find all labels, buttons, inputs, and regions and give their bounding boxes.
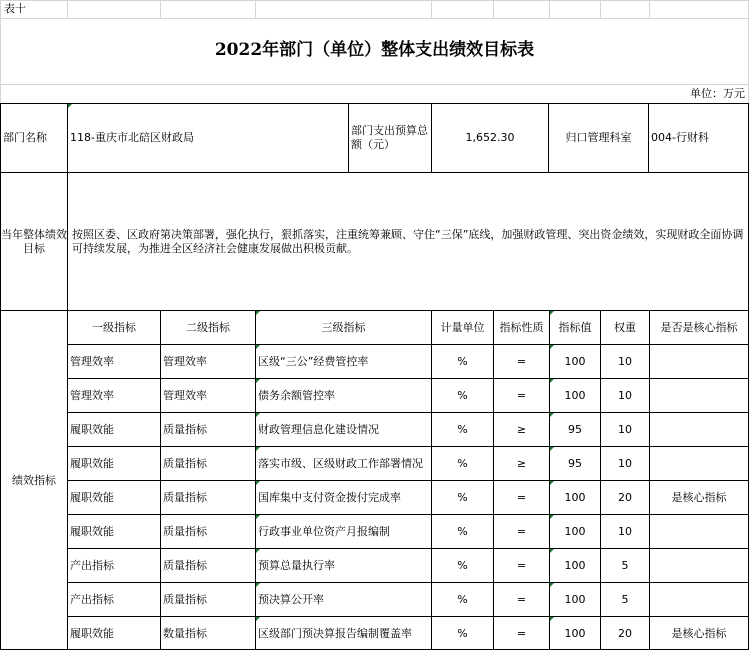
border-line — [549, 310, 550, 650]
table-cell: 预决算公开率 — [258, 592, 324, 606]
table-cell: 产出指标 — [70, 592, 114, 606]
table-cell: 财政管理信息化建设情况 — [258, 422, 379, 436]
table-cell: % — [457, 422, 468, 436]
table-cell: 管理效率 — [70, 388, 114, 402]
border-line — [255, 310, 256, 650]
comment-marker-icon — [550, 345, 554, 349]
budget-label: 部门支出预算总额（元） — [351, 124, 428, 151]
table-cell: 是核心指标 — [671, 490, 727, 504]
table-cell: = — [516, 626, 527, 640]
table-cell: 10 — [618, 388, 632, 402]
comment-marker-icon — [550, 481, 554, 485]
table-cell: 国库集中支付资金拨付完成率 — [258, 490, 401, 504]
table-cell — [650, 413, 748, 446]
table-cell: 数量指标 — [163, 626, 207, 640]
table-cell: 行政事业单位资产月报编制 — [258, 524, 390, 538]
border-line — [67, 310, 68, 650]
comment-marker-icon — [550, 583, 554, 587]
gridline — [600, 0, 601, 18]
border-line — [67, 582, 749, 583]
comment-marker-icon — [550, 549, 554, 553]
indicators-section-label: 绩效指标 — [12, 473, 56, 487]
table-cell: 5 — [621, 558, 629, 572]
comment-marker-icon — [550, 413, 554, 417]
table-cell: 债务余额管控率 — [258, 388, 335, 402]
comment-marker-icon — [68, 104, 72, 108]
table-cell: = — [516, 354, 527, 368]
border-line — [67, 344, 749, 345]
table-cell: 100 — [564, 354, 586, 368]
table-cell: 履职效能 — [70, 490, 114, 504]
table-cell: 100 — [564, 490, 586, 504]
table-cell: % — [457, 388, 468, 402]
table-cell: = — [516, 388, 527, 402]
table-cell: 质量指标 — [163, 490, 207, 504]
table-cell: = — [516, 490, 527, 504]
gridline — [431, 0, 432, 18]
table-cell: 100 — [564, 524, 586, 538]
gridline — [493, 0, 494, 18]
dept-name-value: 118-重庆市北碚区财政局 — [70, 131, 194, 145]
comment-marker-icon — [256, 515, 260, 519]
table-cell: % — [457, 524, 468, 538]
table-cell: = — [516, 524, 527, 538]
comment-marker-icon — [256, 379, 260, 383]
table-cell: 管理效率 — [163, 388, 207, 402]
border-line — [67, 548, 749, 549]
border-line — [67, 480, 749, 481]
table-cell: ≥ — [516, 422, 527, 436]
border-line — [67, 378, 749, 379]
border-line — [160, 310, 161, 650]
table-cell — [650, 345, 748, 378]
comment-marker-icon — [256, 583, 260, 587]
border-line — [67, 103, 68, 173]
header-cell: 二级指标 — [186, 320, 230, 334]
unit-label: 单位：万元 — [690, 87, 745, 101]
gridline — [649, 0, 650, 18]
sheet-tag: 表十 — [4, 2, 26, 16]
gridline — [255, 0, 256, 18]
goal-label: 当年整体绩效目标 — [1, 227, 67, 255]
table-cell: 质量指标 — [163, 456, 207, 470]
header-cell: 一级指标 — [92, 320, 136, 334]
border-line — [67, 514, 749, 515]
comment-marker-icon — [550, 379, 554, 383]
budget-value: 1,652.30 — [465, 131, 515, 145]
table-cell — [650, 447, 748, 480]
table-cell: 预算总量执行率 — [258, 558, 335, 572]
comment-marker-icon — [256, 345, 260, 349]
comment-marker-icon — [550, 447, 554, 451]
table-cell: = — [516, 558, 527, 572]
table-cell: 5 — [621, 592, 629, 606]
border-line — [648, 103, 649, 173]
table-cell: 20 — [618, 490, 632, 504]
header-cell: 权重 — [614, 320, 636, 334]
border-line — [493, 310, 494, 650]
table-cell: 10 — [618, 456, 632, 470]
comment-marker-icon — [256, 413, 260, 417]
goal-text: 按照区委、区政府第决策部署，强化执行，狠抓落实，注重统筹兼顾、守住“三保”底线，加强财政管理、突出资金绩效，实现财政全面协调可持续发展，为推进全区经济社会健康发展做出积极贡献。 — [72, 227, 744, 255]
table-cell: % — [457, 354, 468, 368]
gridline — [160, 0, 161, 18]
table-cell: 95 — [568, 456, 582, 470]
border-line — [0, 310, 1, 650]
comment-marker-icon — [550, 311, 554, 315]
comment-marker-icon — [256, 549, 260, 553]
table-cell: 区级部门预决算报告编制覆盖率 — [258, 626, 412, 640]
table-cell: = — [516, 592, 527, 606]
page-title: 2022年部门（单位）整体支出绩效目标表 — [214, 40, 535, 61]
table-cell: 履职效能 — [70, 524, 114, 538]
table-cell: 区级“三公”经费管控率 — [258, 354, 369, 368]
gridline — [0, 0, 749, 1]
section-label: 归口管理科室 — [565, 131, 632, 145]
table-cell: 质量指标 — [163, 558, 207, 572]
header-cell: 指标值 — [558, 320, 592, 334]
dept-name-label: 部门名称 — [3, 131, 47, 145]
comment-marker-icon — [256, 481, 260, 485]
table-cell: % — [457, 456, 468, 470]
border-line — [548, 103, 549, 173]
border-line — [600, 310, 601, 650]
table-cell: % — [457, 592, 468, 606]
table-cell: 质量指标 — [163, 524, 207, 538]
header-cell: 三级指标 — [321, 320, 366, 334]
header-cell: 计量单位 — [440, 320, 485, 334]
table-cell: % — [457, 558, 468, 572]
border-line — [0, 103, 1, 173]
table-cell: 95 — [568, 422, 582, 436]
comment-marker-icon — [256, 311, 260, 315]
table-cell — [650, 379, 748, 412]
border-line — [649, 310, 650, 650]
border-line — [348, 103, 349, 173]
border-line — [67, 446, 749, 447]
border-line — [431, 103, 432, 173]
table-cell: 质量指标 — [163, 592, 207, 606]
table-cell: 10 — [618, 422, 632, 436]
table-cell: 履职效能 — [70, 626, 114, 640]
comment-marker-icon — [256, 447, 260, 451]
table-cell: 管理效率 — [70, 354, 114, 368]
border-line — [431, 310, 432, 650]
gridline — [67, 0, 68, 18]
table-cell: % — [457, 626, 468, 640]
table-cell: 100 — [564, 558, 586, 572]
header-cell: 是否是核心指标 — [660, 320, 738, 334]
comment-marker-icon — [256, 617, 260, 621]
table-cell: 20 — [618, 626, 632, 640]
table-cell: 履职效能 — [70, 422, 114, 436]
table-cell: 质量指标 — [163, 422, 207, 436]
table-cell: 100 — [564, 592, 586, 606]
table-cell: 管理效率 — [163, 354, 207, 368]
table-cell: 履职效能 — [70, 456, 114, 470]
table-cell — [650, 515, 748, 548]
border-line — [67, 616, 749, 617]
border-line — [67, 412, 749, 413]
table-cell: 100 — [564, 626, 586, 640]
table-cell — [650, 583, 748, 616]
table-cell: 是核心指标 — [671, 626, 727, 640]
table-cell: % — [457, 490, 468, 504]
table-cell: 100 — [564, 388, 586, 402]
table-cell: ≥ — [516, 456, 527, 470]
table-cell: 10 — [618, 524, 632, 538]
header-cell: 指标性质 — [499, 320, 544, 334]
gridline — [549, 0, 550, 18]
section-value: 004-行财科 — [651, 131, 709, 145]
table-cell: 10 — [618, 354, 632, 368]
border-line — [67, 172, 68, 310]
table-cell: 落实市级、区级财政工作部署情况 — [258, 456, 423, 470]
border-line — [0, 172, 1, 310]
comment-marker-icon — [550, 617, 554, 621]
comment-marker-icon — [550, 515, 554, 519]
table-cell — [650, 549, 748, 582]
table-cell: 产出指标 — [70, 558, 114, 572]
